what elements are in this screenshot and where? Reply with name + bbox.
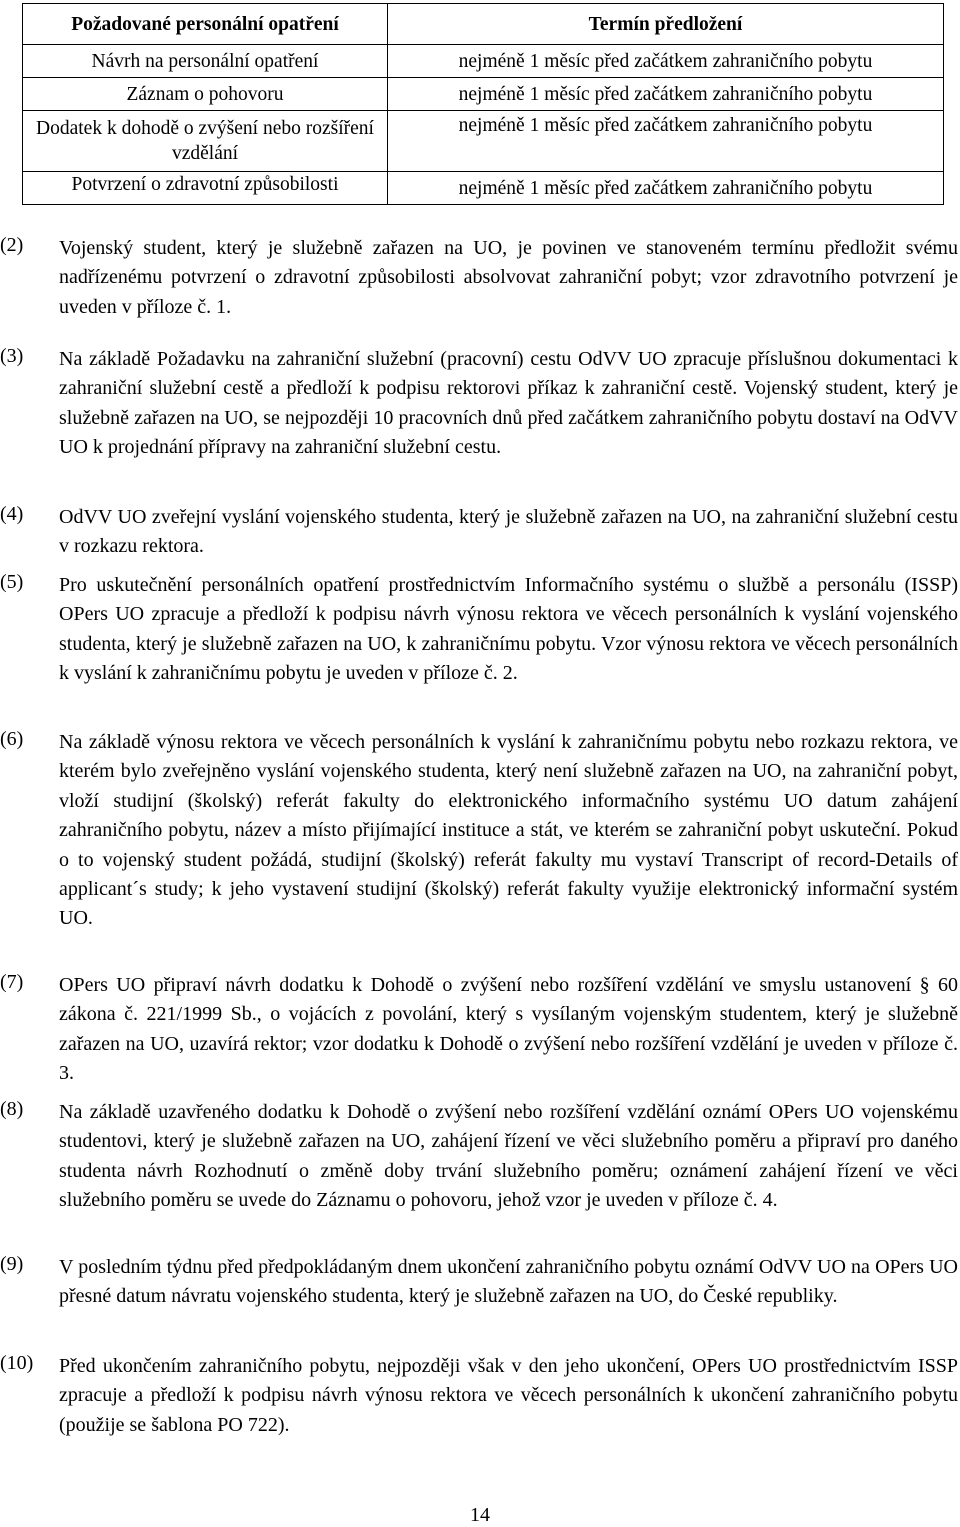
paragraph-text: OPers UO připraví návrh dodatku k Dohodě o zvýšení nebo rozšíření vzdělání ve smyslu ustanovení § 60 zákona č. 221/1999 Sb., o vojácích z povolání, který s vysílaným vojenským studentem, který je služebně zařazen na UO, uzavírá rektor; vzor dodatku k Dohodě o zvýšení nebo rozšíření vzdělání je uveden v příloze č. 3. [59, 974, 958, 1085]
table-header-measure: Požadované personální opatření [23, 4, 388, 45]
paragraph-8 [0, 1098, 958, 1216]
paragraph-number: (2) [0, 234, 24, 256]
paragraph-10 [0, 1352, 958, 1440]
table-cell-deadline: nejméně 1 měsíc před začátkem zahraničního pobytu [388, 172, 944, 205]
paragraph-3 [0, 345, 958, 463]
paragraph-number: (4) [0, 503, 24, 525]
table-row [23, 172, 944, 205]
paragraph-number: (10) [0, 1352, 34, 1374]
paragraph-number: (8) [0, 1098, 24, 1120]
paragraph-text: OdVV UO zveřejní vyslání vojenského studenta, který je služebně zařazen na UO, na zahraniční služební cestu v rozkazu rektora. [59, 506, 958, 558]
requirements-table [22, 3, 944, 205]
paragraph-text: Vojenský student, který je služebně zařazen na UO, je povinen ve stanoveném termínu předložit svému nadřízenému potvrzení o zdravotní způsobilosti absolvovat zahraniční pobyt; vzor zdravotního potvrzení je uveden v příloze č. 1. [59, 237, 958, 318]
table-row [23, 78, 944, 111]
paragraph-number: (3) [0, 345, 24, 367]
table-row [23, 45, 944, 78]
paragraph-text: V posledním týdnu před předpokládaným dnem ukončení zahraničního pobytu oznámí OdVV UO na OPers UO přesné datum návratu vojenského studenta, který je služebně zařazen na UO, do České republiky. [59, 1256, 958, 1308]
table-cell-deadline: nejméně 1 měsíc před začátkem zahraničního pobytu [388, 78, 944, 111]
paragraph-number: (5) [0, 571, 24, 593]
paragraph-5 [0, 571, 958, 689]
page-number: 14 [470, 1504, 490, 1526]
table-cell-measure: Dodatek k dohodě o zvýšení nebo rozšíření vzdělání [23, 111, 388, 172]
paragraph-4 [0, 503, 958, 562]
table-header-deadline: Termín předložení [388, 4, 944, 45]
paragraph-7 [0, 971, 958, 1089]
paragraph-text: Před ukončením zahraničního pobytu, nejpozději však v den jeho ukončení, OPers UO prostřednictvím ISSP zpracuje a předloží k podpisu návrh výnosu rektora ve věcech personálních k ukončení zahraničního pobytu (použije se šablona PO 722). [59, 1355, 958, 1436]
paragraph-number: (9) [0, 1253, 24, 1275]
table-header-row [23, 4, 944, 45]
table-cell-measure: Potvrzení o zdravotní způsobilosti [23, 172, 388, 205]
paragraph-number: (6) [0, 728, 24, 750]
paragraph-text: Pro uskutečnění personálních opatření prostřednictvím Informačního systému o službě a personálu (ISSP) OPers UO zpracuje a předloží k podpisu návrh výnosu rektora ve věcech personálních k vyslání vojenského studenta, který je služebně zařazen na UO, k zahraničnímu pobytu. Vzor výnosu rektora ve věcech personálních k vyslání k zahraničnímu pobytu je uveden v příloze č. 2. [59, 574, 958, 685]
paragraph-6 [0, 728, 958, 934]
paragraph-text: Na základě Požadavku na zahraniční služební (pracovní) cestu OdVV UO zpracuje příslušnou dokumentaci k zahraniční služební cestě a předloží k podpisu rektorovi příkaz k zahraniční cestě. Vojenský student, který je služebně zařazen na UO, se nejpozději 10 pracovních dnů před začátkem zahraničního pobytu dostaví na OdVV UO k projednání přípravy na zahraniční služební cestu. [59, 348, 958, 459]
table-cell-deadline: nejméně 1 měsíc před začátkem zahraničního pobytu [388, 111, 944, 172]
paragraph-9 [0, 1253, 958, 1312]
table-cell-deadline: nejméně 1 měsíc před začátkem zahraničního pobytu [388, 45, 944, 78]
table-cell-measure: Záznam o pohovoru [23, 78, 388, 111]
paragraph-number: (7) [0, 971, 24, 993]
paragraph-text: Na základě výnosu rektora ve věcech personálních k vyslání k zahraničnímu pobytu nebo rozkazu rektora, ve kterém bylo zveřejněno vyslání vojenského studenta, který není služebně zařazen na UO, na zahraniční pobyt, vloží studijní (školský) referát fakulty do elektronického informačního systému UO datum zahájení zahraničního pobytu, název a místo přijímající instituce a stát, ve kterém se zahraniční pobyt uskuteční. Pokud o to vojenský student požádá, studijní (školský) referát fakulty mu vystaví Transcript of record-Details of applicant´s study; k jeho vystavení studijní (školský) referát fakulty využije elektronický informační systém UO. [59, 731, 958, 930]
table-row [23, 111, 944, 172]
paragraph-2 [0, 234, 958, 322]
paragraph-text: Na základě uzavřeného dodatku k Dohodě o zvýšení nebo rozšíření vzdělání oznámí OPers UO vojenskému studentovi, který je služebně zařazen na UO, zahájení řízení ve věci služebního poměru a připraví pro daného studenta návrh Rozhodnutí o změně doby trvání služebního poměru; oznámení zahájení řízení ve věci služebního poměru se uvede do Záznamu o pohovoru, jehož vzor je uveden v příloze č. 4. [59, 1101, 958, 1212]
table-cell-measure: Návrh na personální opatření [23, 45, 388, 78]
